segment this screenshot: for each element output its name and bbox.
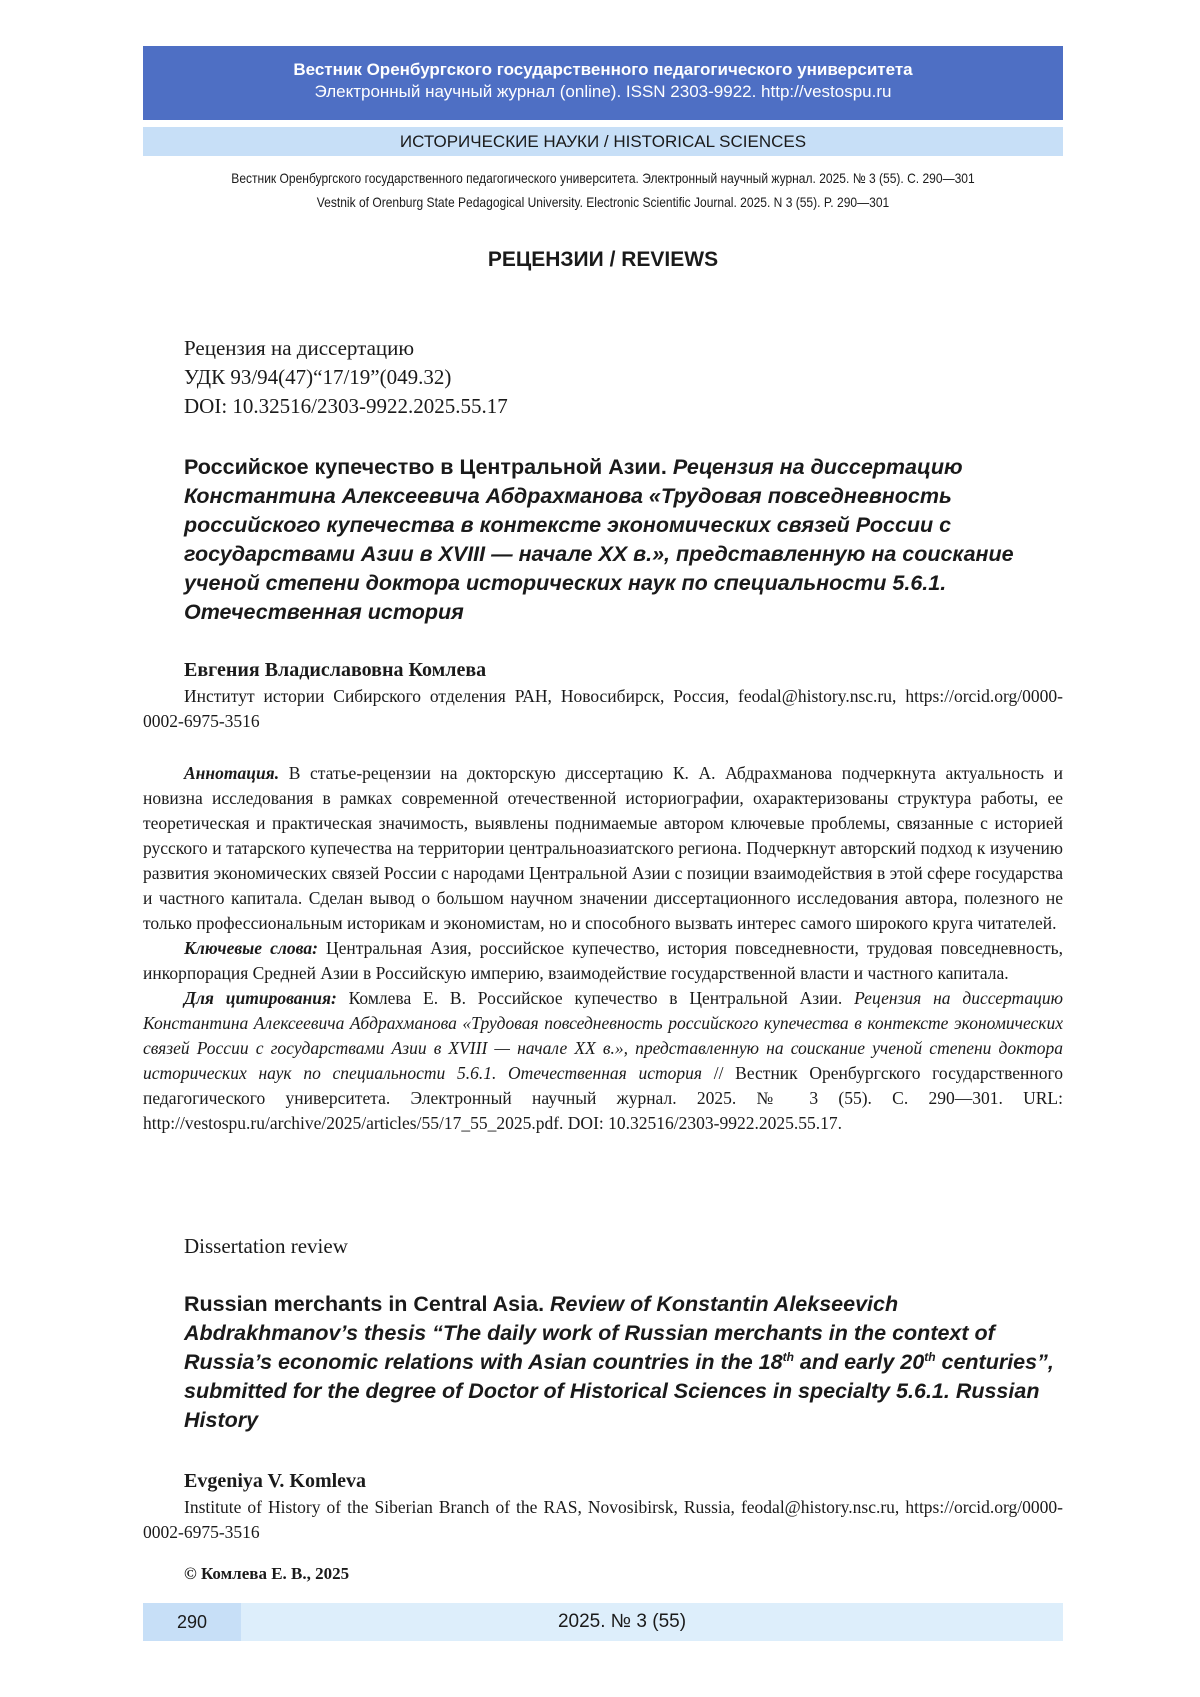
cite-plain: Комлева Е. В. Российское купечество в Центральной Азии. — [336, 988, 855, 1008]
cite-italic: Рецензия на диссертацию Константина Алексеевича Абдрахманова «Трудовая повседневность российского купечества в контексте экономических связей России с государствами Азии в XVIII — начале XX в.», представленную на соискание ученой степени доктора исторических наук по специальности 5.6.1. Отечественная история — [143, 988, 1063, 1083]
title-en-part3: centuries”, submitted for the degree of Doctor of Historical Sciences in specialty 5.6.1. Russian History — [184, 1350, 1054, 1432]
copyright: © Комлева Е. В., 2025 — [184, 1564, 350, 1583]
udk: УДК 93/94(47)“17/19”(049.32) — [184, 365, 452, 389]
journal-banner — [143, 46, 1063, 120]
article-type: Рецензия на диссертацию — [184, 336, 415, 360]
author-affiliation-en: Institute of History of the Siberian Branch of the RAS, Novosibirsk, Russia, feodal@history.nsc.ru, https://orcid.org/0000-0002-6975-3516 — [143, 1497, 1063, 1542]
author-affiliation-ru: Институт истории Сибирского отделения РАН, Новосибирск, Россия, feodal@history.nsc.ru, https://orcid.org/0000-0002-6975-3516 — [143, 686, 1063, 731]
article-title-ru — [184, 453, 1064, 627]
issue-label: 2025. № 3 (55) — [557, 1611, 687, 1632]
title-en-sup1: th — [782, 1349, 794, 1364]
citation-en: Vestnik of Orenburg State Pedagogical University. Electronic Scientific Journal. 2025. N 3 (55). P. 290—301 — [316, 194, 890, 210]
title-en-main: Russian merchants in Central Asia. — [184, 1292, 545, 1316]
page-number: 290 — [143, 1603, 241, 1641]
citation-ru: Вестник Оренбургского государственного педагогического университета. Электронный научный журнал. 2025. № 3 (55). С. 290—301 — [231, 170, 975, 186]
cite-tail: // Вестник Оренбургского государственного педагогического университета. Электронный научный журнал. 2025. № 3 (55). С. 290—301. URL: http://vestospu.ru/archive/2025/articles/55/17_55_2025.pdf. DOI: 10.32516/2303-9922.2025.55.17. — [143, 1063, 1064, 1133]
keywords-paragraph — [143, 936, 1063, 986]
keywords-text: Центральная Азия, российское купечество, история повседневности, трудовая повседневность, инкорпорация Средней Азии в Российскую империю, взаимодействие государственной власти и частного капитала. — [143, 938, 1063, 983]
rubric-heading: РЕЦЕНЗИИ / REVIEWS — [487, 248, 719, 271]
citation-paragraph — [143, 986, 1063, 1136]
abstract-block — [143, 761, 1063, 1136]
abstract-label: Аннотация. — [184, 763, 280, 783]
author-name-en: Evgeniya V. Komleva — [184, 1470, 367, 1492]
title-ru-subtitle: Рецензия на диссертацию Константина Алексеевича Абдрахманова «Трудовая повседневность российского купечества в контексте экономических связей России с государствами Азии в XVIII — начале XX в.», представленную на соискание ученой степени доктора исторических наук по специальности 5.6.1. Отечественная история — [184, 455, 1014, 624]
title-ru-main: Российское купечество в Центральной Азии. — [184, 455, 667, 479]
article-meta — [184, 334, 508, 421]
article-title-en — [184, 1290, 1064, 1435]
journal-subtitle: Электронный научный журнал (online). ISSN 2303-9922. http://vestospu.ru — [314, 82, 892, 101]
cite-label: Для цитирования: — [184, 988, 337, 1008]
author-name-ru: Евгения Владиславовна Комлева — [184, 659, 487, 681]
page-footer — [143, 1603, 1063, 1641]
title-en-part1: Review of Konstantin Alekseevich Abdrakhmanov’s thesis “The daily work of Russian merchants in the context of Russia’s economic relations with Asian countries in the 18 — [184, 1292, 995, 1374]
citation-header — [207, 166, 998, 214]
keywords-label: Ключевые слова: — [184, 938, 318, 958]
section-bar: ИСТОРИЧЕСКИЕ НАУКИ / HISTORICAL SCIENCES — [143, 127, 1063, 156]
en-article-type: Dissertation review — [184, 1234, 348, 1258]
journal-title: Вестник Оренбургского государственного педагогического университета — [293, 60, 913, 79]
doi: DOI: 10.32516/2303-9922.2025.55.17 — [184, 394, 508, 418]
abstract-text: В статье-рецензии на докторскую диссертацию К. А. Абдрахманова подчеркнута актуальность и новизна исследования в рамках современной отечественной историографии, охарактеризованы структура работы, ее теоретическая и практическая значимость, выявлены поднимаемые автором ключевые проблемы, связанные с историей русского и татарского купечества на территории центральноазиатского региона. Подчеркнут авторский подход к изучению развития экономических связей России с народами Центральной Азии с позиции взаимодействия в этой сфере государства и частного капитала. Сделан вывод о большом научном значении диссертационного исследования автора, полезного не только профессиональным историкам и экономистам, но и способного вызвать интерес самого широкого круга читателей. — [143, 763, 1063, 933]
title-en-sup2: th — [924, 1349, 936, 1364]
abstract-paragraph — [143, 761, 1063, 936]
title-en-part2: and early 20 — [793, 1350, 925, 1374]
